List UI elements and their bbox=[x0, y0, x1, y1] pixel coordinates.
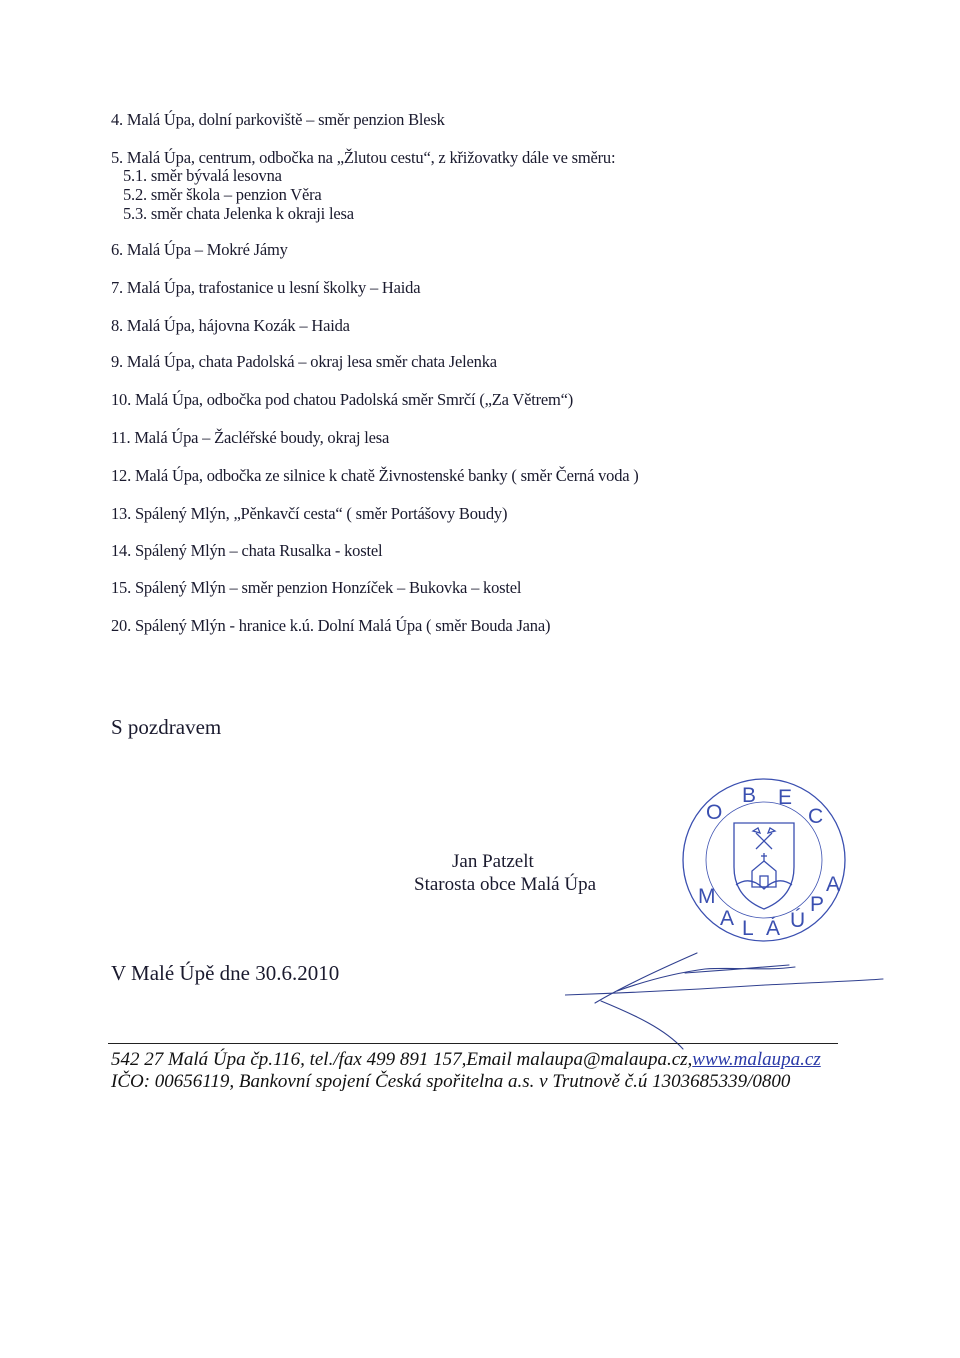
greeting: S pozdravem bbox=[111, 715, 222, 739]
footer-contact bbox=[111, 1049, 821, 1071]
list-item: 12. Malá Úpa, odbočka ze silnice k chatě Živnostenské banky ( směr Černá voda ) bbox=[111, 466, 639, 485]
list-item: 15. Spálený Mlýn – směr penzion Honzíček – Bukovka – kostel bbox=[111, 578, 522, 597]
signatory-name: Jan Patzelt bbox=[452, 851, 534, 872]
stamp-letter: M bbox=[698, 885, 716, 908]
footer-divider bbox=[108, 1043, 838, 1044]
stamp-lettering bbox=[676, 775, 852, 945]
list-item: 5.1. směr bývalá lesovna bbox=[123, 166, 282, 185]
list-item: 4. Malá Úpa, dolní parkoviště – směr penzion Blesk bbox=[111, 110, 445, 129]
stamp-letter: E bbox=[778, 786, 793, 809]
stamp-letter: A bbox=[720, 907, 735, 930]
stamp-letter: Ú bbox=[790, 909, 806, 932]
stamp-letter: A bbox=[826, 873, 841, 896]
stamp-letter: O bbox=[706, 801, 723, 824]
stamp-letter: Á bbox=[766, 917, 781, 940]
list-item: 9. Malá Úpa, chata Padolská – okraj lesa směr chata Jelenka bbox=[111, 352, 497, 371]
list-item: 11. Malá Úpa – Žacléřské boudy, okraj lesa bbox=[111, 428, 390, 447]
list-item: 5. Malá Úpa, centrum, odbočka na „Žlutou cestu“, z křižovatky dále ve směru: bbox=[111, 148, 616, 167]
stamp-letter: C bbox=[808, 805, 824, 828]
list-item: 8. Malá Úpa, hájovna Kozák – Haida bbox=[111, 316, 350, 335]
place-and-date: V Malé Úpě dne 30.6.2010 bbox=[111, 961, 340, 985]
list-item: 5.2. směr škola – penzion Věra bbox=[123, 185, 322, 204]
signatory-title: Starosta obce Malá Úpa bbox=[414, 874, 597, 895]
website-link[interactable]: www.malaupa.cz bbox=[692, 1049, 821, 1070]
list-item: 6. Malá Úpa – Mokré Jámy bbox=[111, 240, 288, 259]
list-item: 13. Spálený Mlýn, „Pěnkavčí cesta“ ( směr Portášovy Boudy) bbox=[111, 504, 508, 523]
list-item: 14. Spálený Mlýn – chata Rusalka - kostel bbox=[111, 541, 383, 560]
stamp-letter: P bbox=[810, 893, 825, 916]
stamp-letter: L bbox=[742, 917, 754, 940]
list-item: 10. Malá Úpa, odbočka pod chatou Padolská směr Smrčí („Za Větrem“) bbox=[111, 390, 574, 409]
handwritten-signature bbox=[565, 945, 885, 1055]
stamp-letter: B bbox=[742, 784, 757, 807]
list-item: 7. Malá Úpa, trafostanice u lesní školky – Haida bbox=[111, 278, 421, 297]
footer-bank-details: IČO: 00656119, Bankovní spojení Česká spořitelna a.s. v Trutnově č.ú 1303685339/0800 bbox=[111, 1071, 791, 1092]
list-item: 5.3. směr chata Jelenka k okraji lesa bbox=[123, 204, 354, 223]
list-item: 20. Spálený Mlýn - hranice k.ú. Dolní Malá Úpa ( směr Bouda Jana) bbox=[111, 616, 551, 635]
footer-address: 542 27 Malá Úpa čp.116, tel./fax 499 891 157,Email malaupa@malaupa.cz, bbox=[111, 1049, 693, 1070]
